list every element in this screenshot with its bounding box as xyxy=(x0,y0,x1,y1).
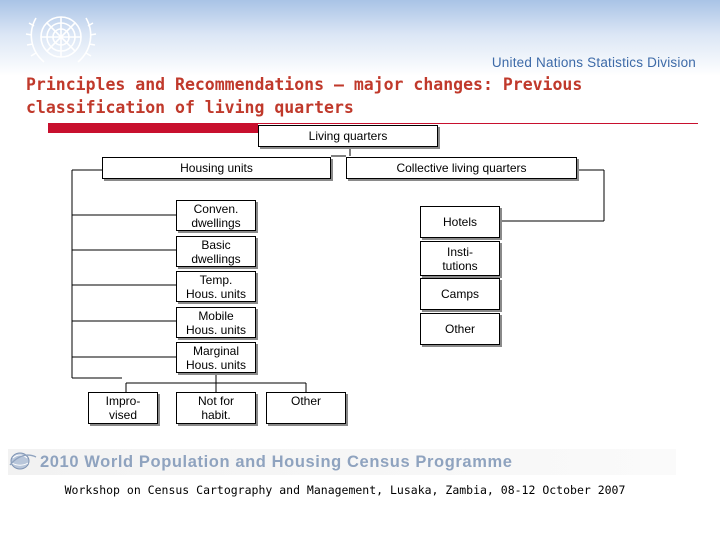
living-quarters-box: Living quarters xyxy=(258,125,438,147)
marginal-other-box: Other xyxy=(266,392,346,424)
globe-icon xyxy=(8,449,38,471)
hotels-box: Hotels xyxy=(420,206,500,238)
programme-banner-text: 2010 World Population and Housing Census Programme xyxy=(40,453,513,471)
marginal-housing-units-box: Marginal Hous. units xyxy=(176,342,256,373)
improvised-box: Impro- vised xyxy=(88,392,158,424)
organization-name: United Nations Statistics Division xyxy=(491,55,696,70)
collective-living-quarters-box: Collective living quarters xyxy=(346,157,577,179)
conven-dwellings-box: Conven. dwellings xyxy=(176,200,256,231)
footer-text: Workshop on Census Cartography and Management, Lusaka, Zambia, 08-12 October 2007 xyxy=(64,483,626,497)
basic-dwellings-box: Basic dwellings xyxy=(176,236,256,267)
institutions-box: Insti- tutions xyxy=(420,241,500,276)
collective-other-box: Other xyxy=(420,313,500,345)
slide-title: Principles and Recommendations – major changes: Previous classification of living quarters xyxy=(26,75,583,117)
camps-box: Camps xyxy=(420,278,500,310)
not-for-habitation-box: Not for habit. xyxy=(176,392,256,424)
mobile-housing-units-box: Mobile Hous. units xyxy=(176,307,256,338)
temp-housing-units-box: Temp. Hous. units xyxy=(176,271,256,302)
housing-units-box: Housing units xyxy=(102,157,331,179)
